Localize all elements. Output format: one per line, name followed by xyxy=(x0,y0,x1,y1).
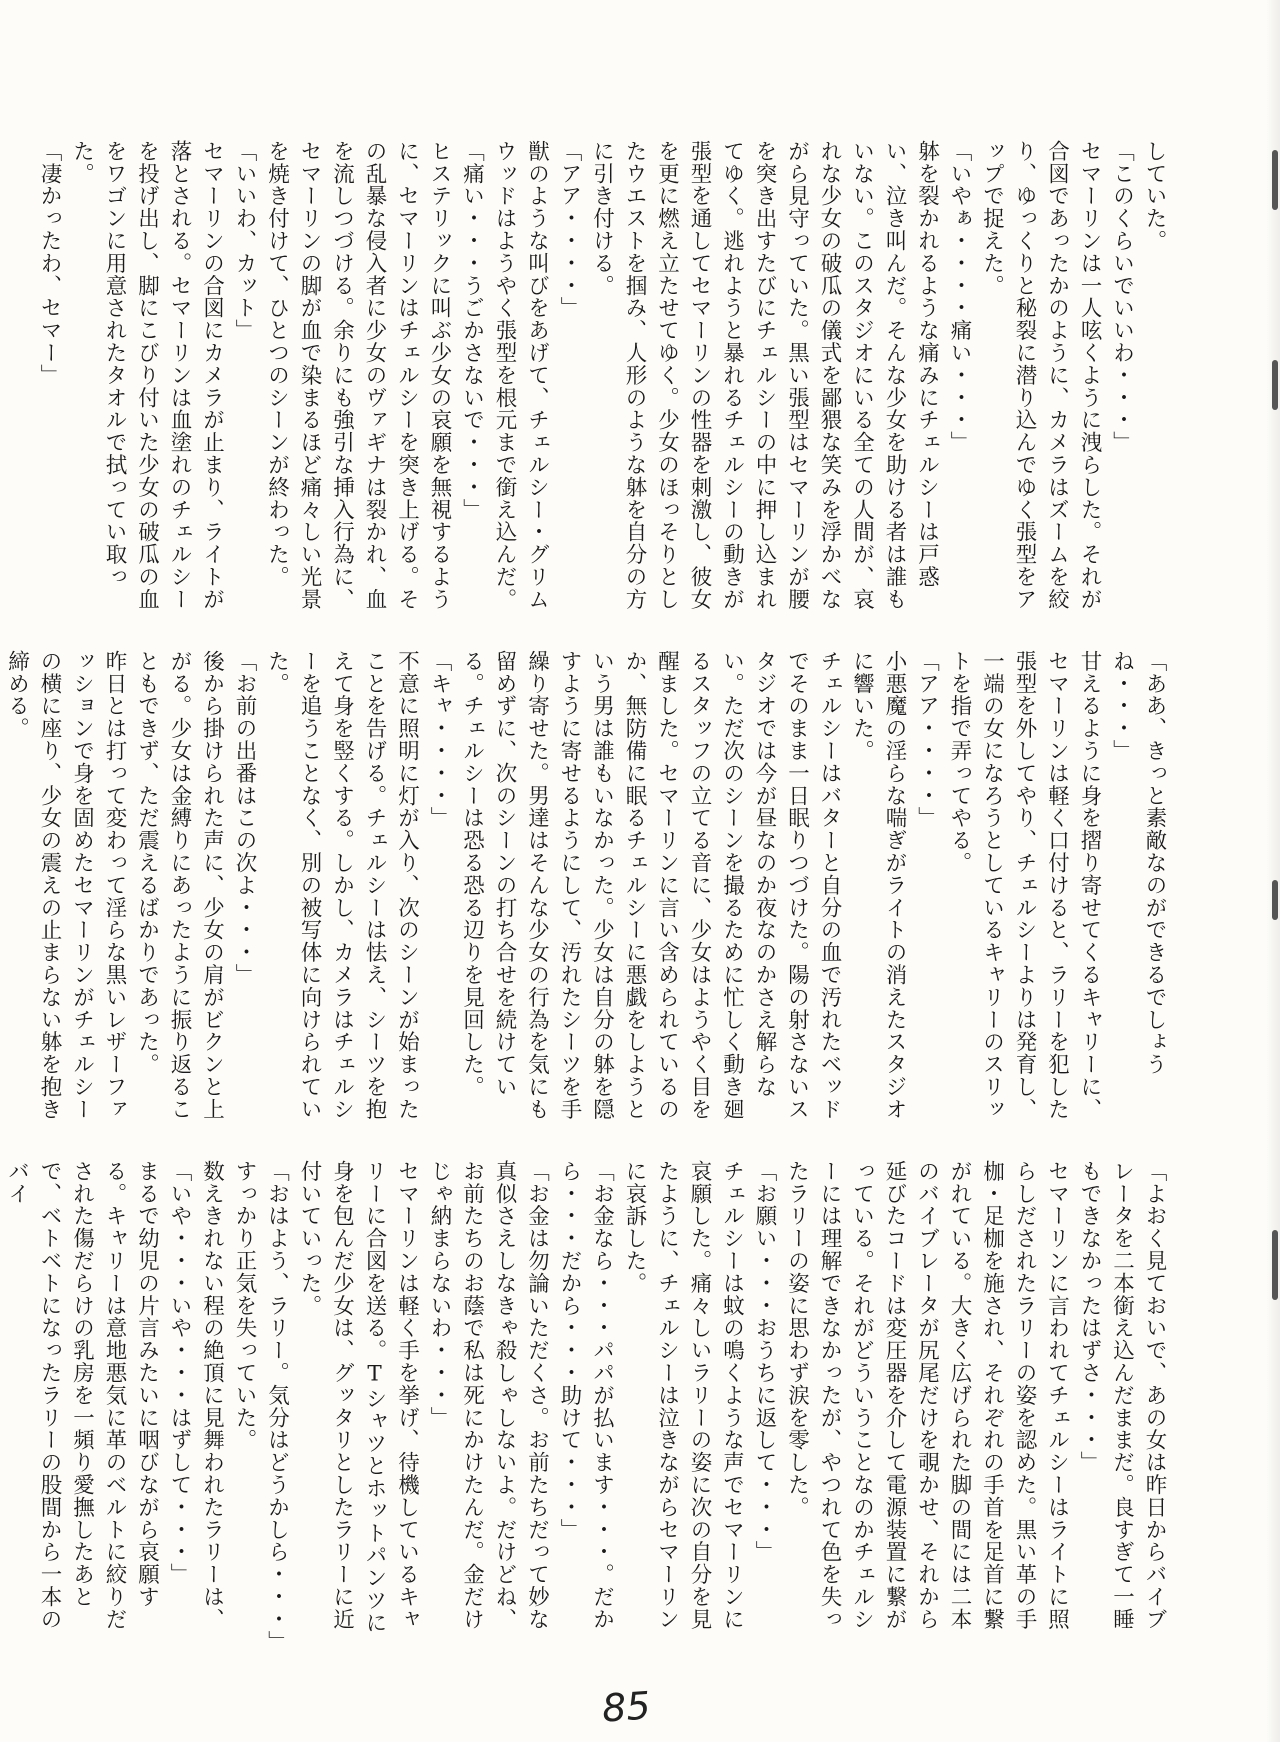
paragraph: 「いいわ、カット」 xyxy=(232,140,257,342)
paragraph: 不意に照明に灯が入り、次のシーンが始まったことを告げる。チェルシーは怯え、シーツを抱えて身を竪くする。しかし、カメラはチェルシーを追うことなく、別の被写体に向けられていた。 xyxy=(264,650,420,1121)
paragraph: 「お前の出番はこの次よ・・・」 xyxy=(232,650,257,986)
paragraph: 「凄かったわ、セマー」 xyxy=(37,140,62,387)
paragraph: 数えきれない程の絶頂に見舞われたラリーは、「いや・・・いや・・・はずして・・・」 xyxy=(167,1160,225,1631)
scan-edge-mark xyxy=(1272,880,1278,920)
text-tier-middle xyxy=(4,650,1170,1138)
paragraph: チェルシーは蚊の鳴くような声でセマーリンに哀願した。痛々しいラリーの姿に次の自分を見たように、チェルシーは泣きながらセマーリンに哀訴した。 xyxy=(622,1160,745,1631)
paragraph: 「このくらいでいいわ・・・」 xyxy=(1109,140,1135,454)
scan-edge-mark xyxy=(1272,1230,1278,1300)
paragraph: 甘えるように身を摺り寄せてくるキャリーに、セマーリンは軽く口付けると、ラリーを犯した張型を外してやり、チェルシーよりは発育し、一端の女になろうとしているキャリーのスリットを指で弄ってやる。 xyxy=(947,650,1102,1121)
paragraph: セマーリンに言われてチェルシーはライトに照らしだされたラリーの姿を認めた。黒い革の手枷・足枷を施され、それぞれの手首を足首に繋がれている。大きく広げられた脚の間には二本のバイブレータが尻尾だけを覗かせ、それから延びたコードは変圧器を介して電源装置に繋がっている。それがどういうことなのかチェルシーには理解できなかったが、やつれて色を失ったラリーの姿に思わず涙を零した。 xyxy=(784,1160,1070,1631)
text-tier-top xyxy=(37,140,1170,628)
paragraph: していた。 xyxy=(1142,140,1167,252)
paragraph: 昨日とは打って変わって淫らな黒いレザーファッションで身を固めたセマーリンがチェルシーの横に座り、少女の震えの止まらない躰を抱き締める。 xyxy=(4,650,127,1121)
paragraph: 「お願い・・・おうちに返して・・・」 xyxy=(752,1160,777,1564)
paragraph: 「アア・・・・」 xyxy=(557,140,582,320)
paragraph: 獣のような叫びをあげて、チェルシー・グリムウッドはようやく張型を根元まで銜え込んだ。 xyxy=(492,140,550,611)
paragraph: セマーリンは一人呟くように洩らした。それが合図であったかのように、カメラはズームを絞り、ゆっくりと秘裂に潜り込んでゆく張型をアップで捉えた。 xyxy=(979,140,1102,611)
paragraph: 「いやぁ・・・・痛い・・・」 xyxy=(947,140,972,454)
paragraph: セマーリンは軽く手を挙げ、待機しているキャリーに合図を送る。Tシャツとホットパンツに身を包んだ少女は、グッタリとしたラリーに近付いていった。 xyxy=(297,1160,420,1634)
paragraph: 「お金なら・・・パパが払います・・・。だから・・・だから・・・助けて・・・」 xyxy=(557,1160,615,1631)
scan-edge-mark xyxy=(1272,150,1278,210)
text-tier-bottom xyxy=(4,1160,1170,1653)
paragraph: 「ああ、きっと素敵なのができるでしょうね・・・」 xyxy=(1109,650,1167,1076)
paragraph: 後から掛けられた声に、少女の肩がビクンと上がる。少女は金縛りにあったように振り返ることもできず、ただ震えるばかりであった。 xyxy=(134,650,225,1121)
paragraph: ヒステリックに叫ぶ少女の哀願を無視するように、セマーリンはチェルシーを突き上げる。その乱暴な侵入者に少女のヴァギナは裂かれ、血を流しつづける。余りにも強引な挿入行為に、セマーリンの脚が血で染まるほど痛々しい光景を焼き付けて、ひとつのシーンが終わった。 xyxy=(264,140,452,611)
scan-edge-mark xyxy=(1272,360,1278,410)
paragraph: 「お金は勿論いただくさ。お前たちだって妙な真似さえしなきゃ殺しゃしないよ。だけどね、お前たちのお蔭で私は死にかけたんだ。金だけじゃ納まらないわ・・・」 xyxy=(427,1160,550,1631)
paragraph: まるで幼児の片言みたいに咽びながら哀願する。キャリーは意地悪気に革のベルトに絞りだされた傷だらけの乳房を一頻り愛撫したあとで、ベトベトになったラリーの股間から一本のバイ xyxy=(4,1160,160,1631)
paragraph: 「よおく見ておいで、あの女は昨日からバイブレータを二本銜え込んだままだ。良すぎて一睡もできなかったはずさ・・・」 xyxy=(1077,1160,1167,1631)
paragraph: 「アア・・・・」 xyxy=(914,650,940,830)
page-number: 85 xyxy=(600,1683,652,1731)
paragraph: すっかり正気を失っていた。 xyxy=(232,1160,257,1452)
paragraph: 「キャ・・・・」 xyxy=(427,650,452,830)
paragraph: セマーリンの合図にカメラが止まり、ライトが落とされる。セマーリンは血塗れのチェルシーを投げ出し、脚にこびり付いた少女の破瓜の血をワゴンに用意されたタオルで拭ってい取った。 xyxy=(69,140,225,611)
paragraph: 「痛い・・・うごかさないで・・・」 xyxy=(459,140,485,521)
paragraph: 躰を裂かれるような痛みにチェルシーは戸惑い、泣き叫んだ。そんな少女を助ける者は誰もいない。このスタジオにいる全ての人間が、哀れな少女の破瓜の儀式を鄙猥な笑みを浮かべながら見守っていた。黒い張型はセマーリンが腰を突き出すたびにチェルシーの中に押し込まれてゆく。逃れようと暴れるチェルシーの動きが張型を通してセマーリンの性器を刺激し、彼女を更に燃え立たせてゆく。少女のほっそりとしたウエストを掴み、人形のような躰を自分の方に引き付ける。 xyxy=(589,140,940,611)
paragraph: チェルシーはバターと自分の血で汚れたベッドでそのまま一日眠りつづけた。陽の射さないスタジオでは今が昼なのか夜なのかさえ解らない。ただ次のシーンを撮るために忙しく動き廻るスタッフの立てる音に、少女はようやく目を醒ました。セマーリンに言い含められているのか、無防備に眠るチェルシーに悪戯をしようという男は誰もいなかった。少女は自分の躰を隠すように寄せるようにして、汚れたシーツを手繰り寄せた。男達はそんな少女の行為を気にも留めずに、次のシーンの打ち合せを続けている。チェルシーは恐る恐る辺りを見回した。 xyxy=(459,650,842,1121)
paragraph: 小悪魔の淫らな喘ぎがライトの消えたスタジオに響いた。 xyxy=(849,650,907,1121)
paragraph: 「おはよう、ラリー。気分はどうかしら・・・」 xyxy=(264,1160,290,1653)
scan-edge-shadow xyxy=(1266,0,1280,1742)
